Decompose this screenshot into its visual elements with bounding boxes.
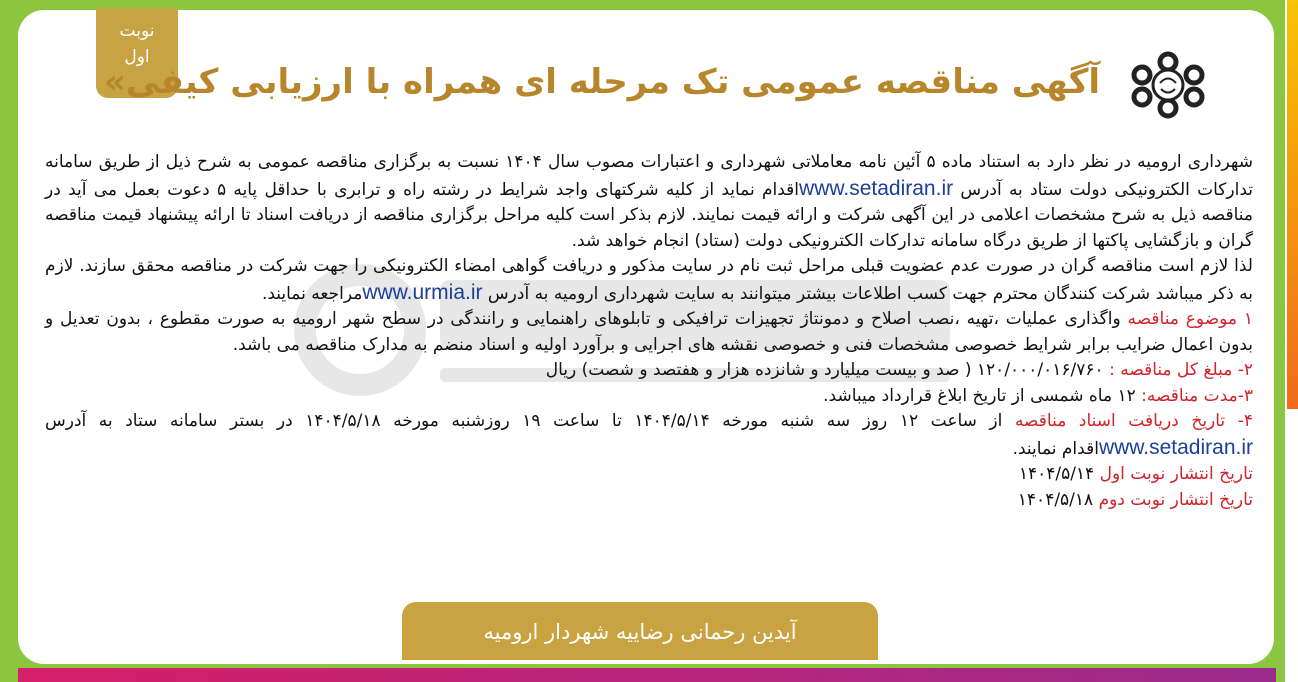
notice-title: آگهی مناقصه عمومی تک مرحله ای همراه با ارزیابی کیفی» <box>103 62 1100 102</box>
notice-body <box>45 150 1253 513</box>
intro-text-tail: اقدام نماید از کلیه شرکتهای واجد شرایط در رشته راه و ترابری با حداقل پایه ۵ دعوت بعمل می آید در مناقصه ذیل به شرح مشخصات اعلامی در این آگهی شرکت و ارائه قیمت نمایند. لازم بذکر است کلیه مراحل برگزاری مناقصه از دریافت اسناد تا ارائه پیشنهاد قیمت مناقصه گران و بازگشایی پاکتها از طریق درگاه سامانه تدارکات الکترونیکی دولت (ستاد) انجام خواهد شد. <box>45 179 1253 251</box>
item-amount <box>45 358 1253 384</box>
publish-date-second <box>45 488 1253 514</box>
item-duration-label: ۳-مدت مناقصه: <box>1141 385 1253 406</box>
item-documents-tail: اقدام نمایند. <box>1012 438 1099 459</box>
signature-box: آیدین رحمانی رضاییه شهردار ارومیه <box>402 602 878 660</box>
publish-first-label: تاریخ انتشار نوبت اول <box>1099 464 1253 484</box>
item-documents-text: از ساعت ۱۲ روز سه شنبه مورخه ۱۴۰۴/۵/۱۴ تا ساعت ۱۹ روزشنبه مورخه ۱۴۰۴/۵/۱۸ در بستر سامانه ستاد به آدرس <box>45 411 1003 431</box>
item-subject <box>45 307 1253 358</box>
item-amount-text: ۱۲۰/۰۰۰/۰۱۶/۷۶۰ ( صد و بیست میلیارد و شانزده هزار و هفتصد و شصت) ریال <box>545 360 1104 380</box>
urmia-municipality-emblem-icon <box>1128 50 1208 120</box>
registration-text-tail: مراجعه نمایند. <box>261 283 363 304</box>
urmia-link[interactable]: www.urmia.ir <box>362 280 483 304</box>
item-documents <box>45 409 1253 462</box>
turn-badge-line1: نوبت <box>119 21 155 41</box>
item-amount-label: ۲- مبلغ کل مناقصه : <box>1109 360 1253 380</box>
item-duration <box>45 384 1253 410</box>
setadiran-link[interactable]: www.setadiran.ir <box>799 176 954 200</box>
turn-badge-line2: اول <box>124 47 150 67</box>
registration-text: لذا لازم است مناقصه گران در صورت عدم عضویت قبلی مراحل ثبت نام در سایت مذکور و دریافت گواهی امضاء الکترونیکی را جهت شرکت در مناقصه محقق سازند. لازم به ذکر میباشد شرکت کنندگان محترم جهت کسب اطلاعات بیشتر میتوانند به سایت شهرداری ارومیه به آدرس <box>45 256 1253 304</box>
item-subject-text: واگذاری عملیات ،تهیه ،نصب اصلاح و دمونتاژ تجهیزات ترافیکی و تابلوهای راهنمایی و رانندگی در سطح شهر ارومیه به صورت مقطوع ، بدون تعدیل و بدون اعمال ضرایب برابر شرایط خصوصی مشخصات فنی و خصوصی نقشه های اجرایی و برآورد اولیه و اسناد منضم به مدارک مناقصه می باشد. <box>45 309 1253 355</box>
item-documents-label: ۴- تاریخ دریافت اسناد مناقصه <box>1014 411 1253 431</box>
publish-first-date: ۱۴۰۴/۵/۱۴ <box>1018 464 1095 484</box>
right-color-strip <box>1287 0 1298 682</box>
item-duration-text: ۱۲ ماه شمسی از تاریخ ابلاغ قرارداد میباشد. <box>823 385 1136 406</box>
publish-second-label: تاریخ انتشار نوبت دوم <box>1098 489 1253 510</box>
intro-text: شهرداری ارومیه در نظر دارد به استناد ماده ۵ آئین نامه معاملاتی شهرداری و اعتبارات مصوب سال ۱۴۰۴ نسبت به برگزاری مناقصه عمومی به شرح ذیل از طریق سامانه تدارکات الکترونیکی دولت ستاد به آدرس <box>45 152 1254 200</box>
publish-date-first <box>45 462 1253 488</box>
bottom-color-strip <box>18 668 1276 682</box>
publish-second-date: ۱۴۰۴/۵/۱۸ <box>1017 489 1094 510</box>
setadiran-link-2[interactable]: www.setadiran.ir <box>1098 435 1253 459</box>
item-subject-label: ۱ موضوع مناقصه <box>1127 309 1253 329</box>
registration-paragraph <box>45 254 1253 307</box>
intro-paragraph <box>45 150 1253 254</box>
